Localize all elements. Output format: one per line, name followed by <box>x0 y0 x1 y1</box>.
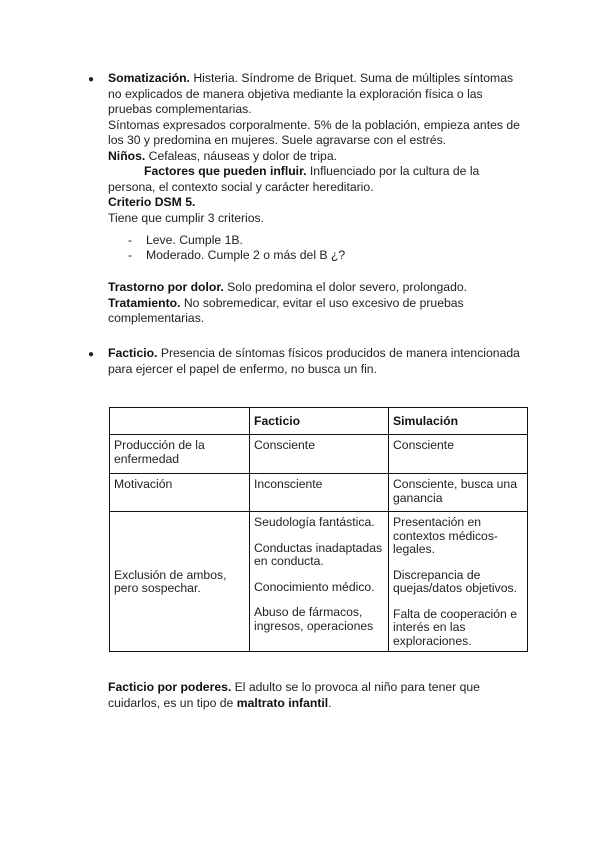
tratamiento-text1: No sobremedicar, evitar el uso excesivo de pruebas <box>180 295 464 310</box>
poderes-text2: cuidarlos, es un tipo de <box>108 695 237 710</box>
table-row <box>110 435 528 474</box>
dash-2: - <box>128 248 133 262</box>
table-cell-simulacion-produccion: Consciente <box>389 435 528 474</box>
bullet-facticio: ● <box>88 349 95 360</box>
table-header-simulacion: Simulación <box>393 413 459 428</box>
criterio-moderado: Moderado. Cumple 2 o más del B ¿? <box>146 248 346 262</box>
somatizacion-title: Somatización. <box>108 71 190 85</box>
tratamiento-text2: complementarias. <box>108 311 205 325</box>
simulacion-item: Presentación en contextos médicos-legales. <box>393 515 498 556</box>
poderes-text1: El adulto se lo provoca al niño para tener que <box>231 680 480 694</box>
criterio-leve: Leve. Cumple 1B. <box>146 233 243 247</box>
facticio-item: Conductas inadaptadas en conducta. <box>254 540 383 568</box>
facticio-title: Facticio. <box>108 346 158 360</box>
trastorno-text: Solo predomina el dolor severo, prolongado. <box>223 280 468 294</box>
table-row <box>110 474 528 512</box>
ninos-title: Niños. <box>108 148 146 163</box>
table-row <box>110 512 528 652</box>
facticio-item: Seudología fantástica. <box>254 515 375 529</box>
table-cell-produccion: Producción de la enfermedad <box>110 435 250 474</box>
factores-text1: Influenciado por la cultura de la <box>306 164 480 178</box>
factores-title: Factores que pueden influir. <box>144 164 307 178</box>
table-cell-facticio-exclusion <box>250 512 389 652</box>
facticio-line2: para ejercer el papel de enfermo, no busca un fin. <box>108 361 377 376</box>
facticio-section <box>108 346 528 377</box>
facticio-line1: Presencia de síntomas físicos producidos de manera intencionada <box>157 346 520 360</box>
somatizacion-line4: Síntomas expresados corporalmente. 5% de la población, empieza antes de <box>108 117 520 132</box>
facticio-item: Conocimiento médico. <box>254 579 375 594</box>
tratamiento-title: Tratamiento. <box>108 295 181 310</box>
somatizacion-line5: los 30 y predomina en mujeres. Suele agravarse con el estrés. <box>108 133 447 147</box>
trastorno-section <box>108 280 528 327</box>
poderes-section <box>108 680 528 711</box>
trastorno-title: Trastorno por dolor. <box>108 280 224 294</box>
somatizacion-line3: pruebas complementarias. <box>108 102 252 116</box>
table-cell-simulacion-exclusion <box>389 512 528 652</box>
facticio-item: Abuso de fármacos, ingresos, operaciones <box>254 605 374 633</box>
somatizacion-line1: Histeria. Síndrome de Briquet. Suma de múltiples síntomas <box>189 71 514 85</box>
simulacion-item: Discrepancia de quejas/datos objetivos. <box>393 567 517 595</box>
ninos-text: Cefaleas, náuseas y dolor de tripa. <box>145 148 337 163</box>
table-header-facticio: Facticio <box>254 413 301 428</box>
table-cell-facticio-produccion: Consciente <box>250 435 389 474</box>
table-cell-facticio-motivacion: Inconsciente <box>250 474 389 512</box>
dash-1: - <box>128 233 133 247</box>
dsm-text: Tiene que cumplir 3 criterios. <box>108 210 265 225</box>
poderes-bold: maltrato infantil <box>236 695 329 710</box>
table-cell-motivacion: Motivación <box>110 474 250 512</box>
table-cell-exclusion: Exclusión de ambos, pero sospechar. <box>110 512 250 652</box>
dsm-title: Criterio DSM 5. <box>108 195 196 209</box>
table-header-row <box>110 408 528 435</box>
table-header-empty <box>110 408 250 435</box>
comparison-table <box>109 407 528 652</box>
table-cell-simulacion-motivacion: Consciente, busca una ganancia <box>389 474 528 512</box>
poderes-end: . <box>328 695 332 710</box>
poderes-title: Facticio por poderes. <box>108 680 232 694</box>
somatizacion-line2: no explicados de manera objetiva mediante la exploración física o las <box>108 86 483 101</box>
simulacion-item: Falta de cooperación e interés en las exploraciones. <box>393 606 517 648</box>
somatizacion-section <box>108 71 528 226</box>
factores-text2: persona, el contexto social y carácter hereditario. <box>108 179 374 194</box>
bullet-somatizacion: ● <box>88 74 95 85</box>
